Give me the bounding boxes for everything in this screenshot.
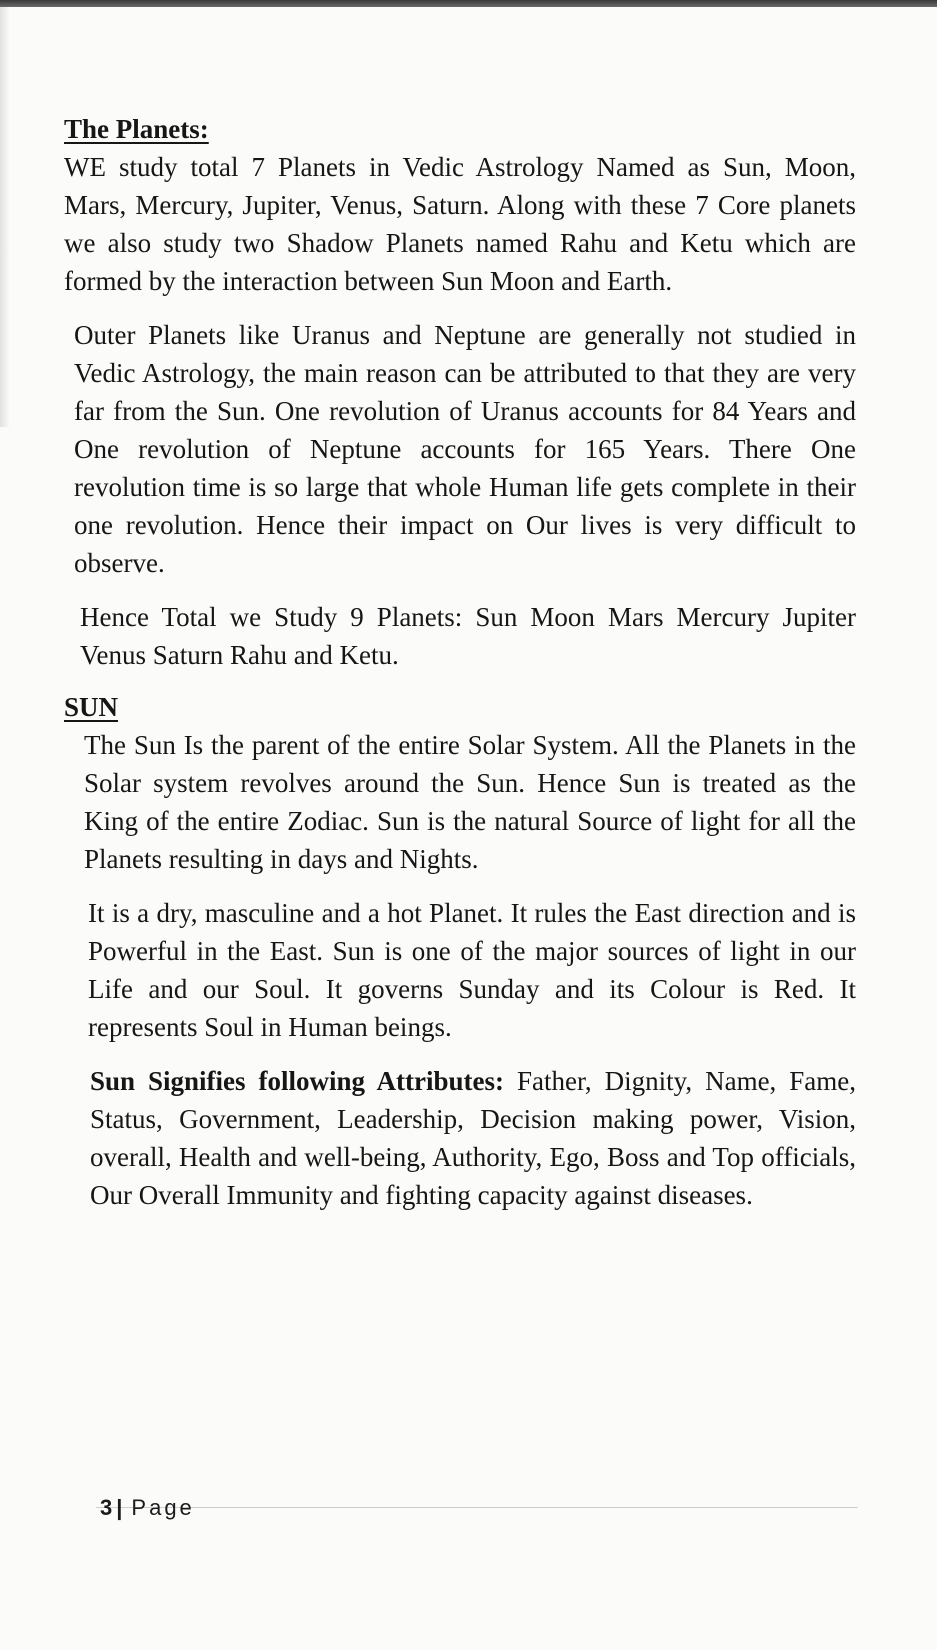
- paragraph-sun-signifies: [90, 1062, 856, 1214]
- page-separator: |: [116, 1495, 126, 1520]
- page-binding-shadow: [0, 7, 10, 427]
- page-label: Page: [131, 1495, 195, 1520]
- paragraph-sun-parent: The Sun Is the parent of the entire Solar System. All the Planets in the Solar system revolves around the Sun. Hence Sun is treated as the King of the entire Zodiac. Sun is the natural Source of light for all the Planets resulting in days and Nights.: [84, 730, 856, 874]
- footer-divider: [96, 1507, 858, 1508]
- paragraph-planets-intro: WE study total 7 Planets in Vedic Astrology Named as Sun, Moon, Mars, Mercury, Jupiter, Venus, Saturn. Along with these 7 Core planets we also study two Shadow Planets named Rahu and Ketu which are formed by the interaction between Sun Moon and Earth.: [64, 152, 856, 296]
- paragraph-total-planets: Hence Total we Study 9 Planets: Sun Moon Mars Mercury Jupiter Venus Saturn Rahu and Ketu.: [80, 602, 856, 670]
- page-number: 3: [100, 1495, 113, 1520]
- page-content: [64, 110, 856, 1214]
- sun-signifies-label: Sun Signifies following Attributes:: [90, 1066, 504, 1096]
- sun-signifies-text: Father, Dignity, Name, Fame, Status, Government, Leadership, Decision making power, Vision, overall, Health and well-being, Authority, Ego, Boss and Top officials, Our Overall Immunity and fighting capacity against diseases.: [90, 1066, 857, 1210]
- paragraph-outer-planets: Outer Planets like Uranus and Neptune are generally not studied in Vedic Astrology, the main reason can be attributed to that they are very far from the Sun. One revolution of Uranus accounts for 84 Years and One revolution of Neptune accounts for 165 Years. There One revolution time is so large that whole Human life gets complete in their one revolution. Hence their impact on Our lives is very difficult to observe.: [74, 320, 856, 578]
- page-footer: [100, 1495, 195, 1521]
- page-top-edge: [0, 0, 937, 7]
- heading-sun: SUN: [64, 692, 119, 722]
- paragraph-sun-nature: It is a dry, masculine and a hot Planet. It rules the East direction and is Powerful in the East. Sun is one of the major sources of light in our Life and our Soul. It governs Sunday and its Colour is Red. It represents Soul in Human beings.: [88, 898, 856, 1042]
- heading-the-planets: The Planets:: [64, 114, 209, 144]
